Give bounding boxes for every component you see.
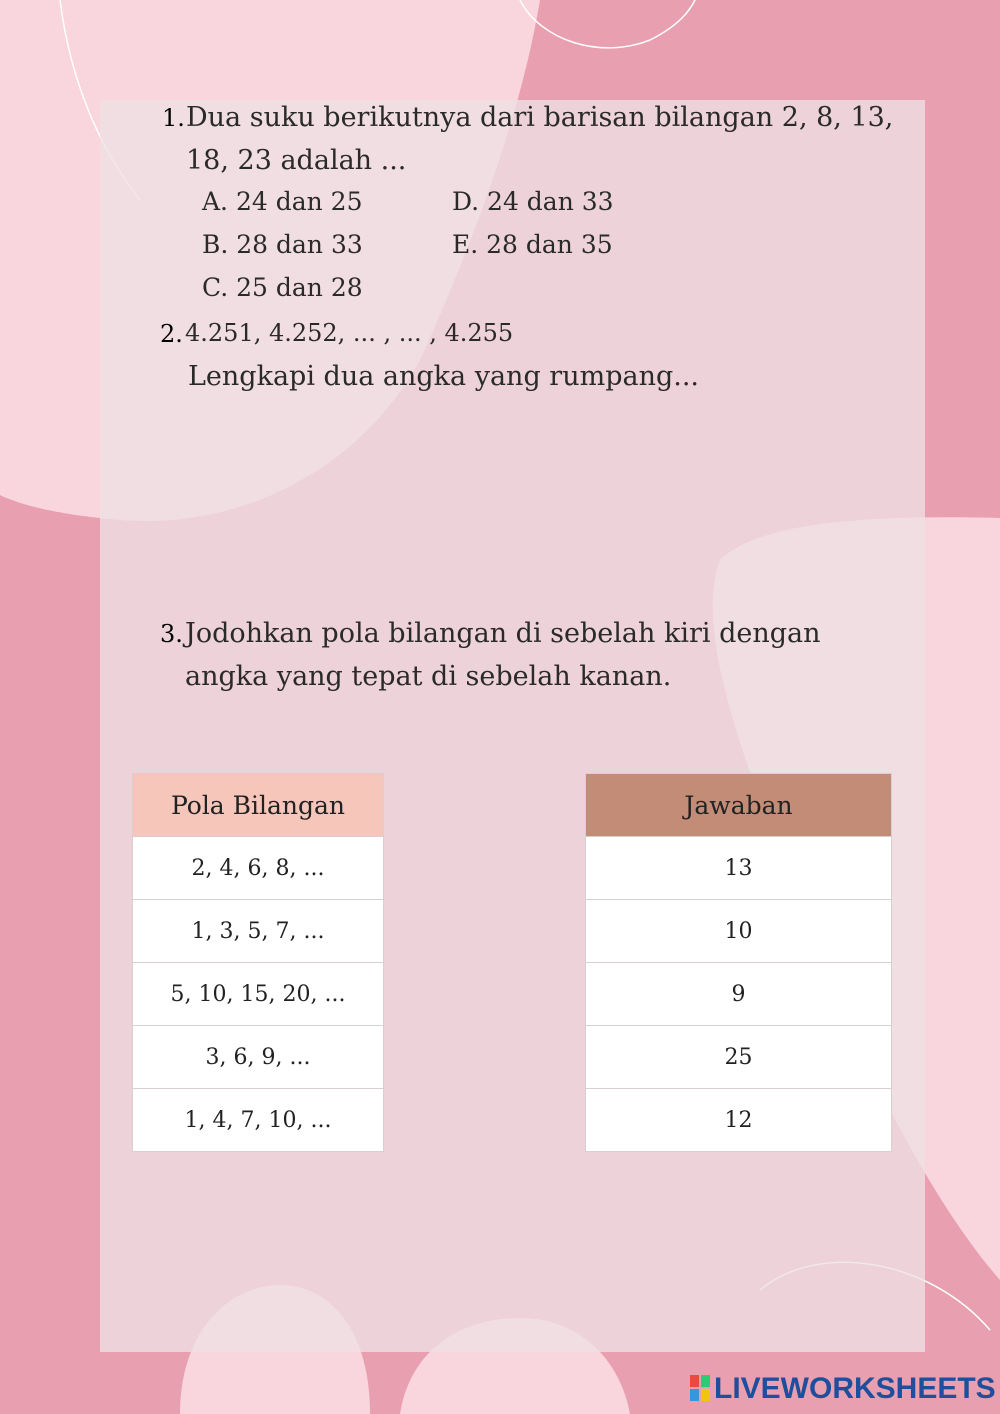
option-a[interactable]: A. 24 dan 25 xyxy=(202,187,363,216)
answer-cell[interactable]: 9 xyxy=(586,963,892,1026)
question-1-text-line1: Dua suku berikutnya dari barisan bilangan 2, 8, 13, xyxy=(186,102,894,133)
pattern-table-header: Pola Bilangan xyxy=(133,774,384,837)
pattern-cell[interactable]: 3, 6, 9, ... xyxy=(133,1026,384,1089)
option-c[interactable]: C. 25 dan 28 xyxy=(202,273,363,302)
pattern-cell[interactable]: 5, 10, 15, 20, ... xyxy=(133,963,384,1026)
option-b[interactable]: B. 28 dan 33 xyxy=(202,230,363,259)
liveworksheets-logo xyxy=(690,1372,996,1406)
question-1-text-line2: 18, 23 adalah ... xyxy=(186,145,407,176)
pattern-cell[interactable]: 1, 4, 7, 10, ... xyxy=(133,1089,384,1152)
answer-cell[interactable]: 10 xyxy=(586,900,892,963)
option-d[interactable]: D. 24 dan 33 xyxy=(452,187,614,216)
answer-cell[interactable]: 13 xyxy=(586,837,892,900)
liveworksheets-logo-text: LIVEWORKSHEETS xyxy=(714,1372,996,1405)
answer-cell[interactable]: 12 xyxy=(586,1089,892,1152)
question-2-sequence: 4.251, 4.252, ... , ... , 4.255 xyxy=(185,319,514,347)
answer-table-header: Jawaban xyxy=(586,774,892,837)
question-3-text-line2: angka yang tepat di sebelah kanan. xyxy=(185,661,672,692)
pattern-cell[interactable]: 1, 3, 5, 7, ... xyxy=(133,900,384,963)
pattern-cell[interactable]: 2, 4, 6, 8, ... xyxy=(133,837,384,900)
question-3-text-line1: Jodohkan pola bilangan di sebelah kiri dengan xyxy=(185,618,821,649)
option-e[interactable]: E. 28 dan 35 xyxy=(452,230,613,259)
question-2-number: 2. xyxy=(160,320,183,348)
pattern-table xyxy=(132,773,384,1152)
question-2-instruction: Lengkapi dua angka yang rumpang... xyxy=(188,361,700,392)
answer-table xyxy=(585,773,892,1152)
liveworksheets-logo-icon xyxy=(690,1375,710,1401)
question-1-number: 1. xyxy=(162,104,185,132)
question-3-number: 3. xyxy=(160,620,183,648)
answer-cell[interactable]: 25 xyxy=(586,1026,892,1089)
